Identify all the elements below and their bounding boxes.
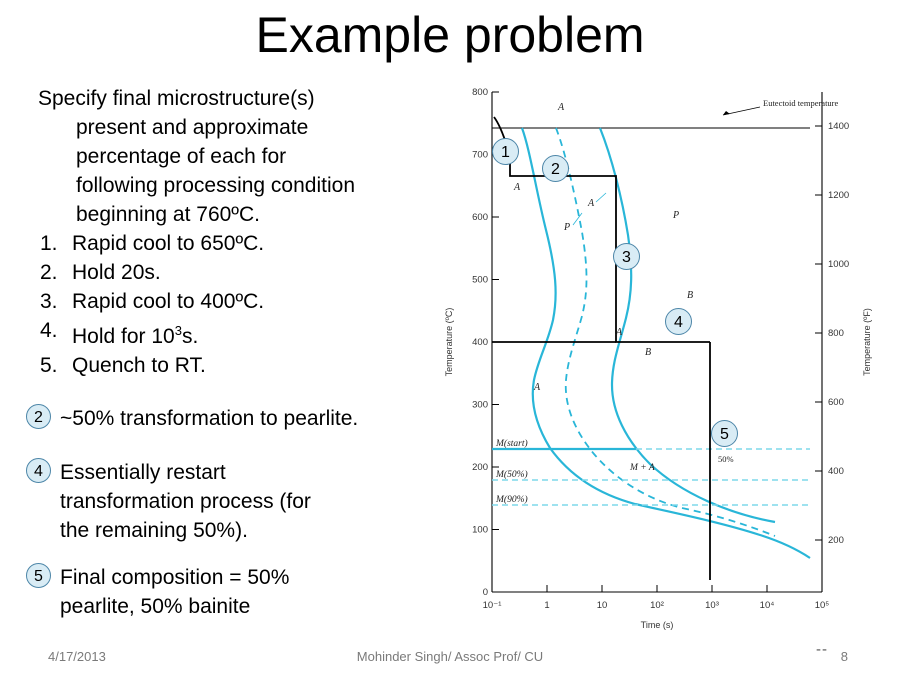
region-label-P-curve: P xyxy=(564,222,571,233)
y2tick-800: 800 xyxy=(828,328,844,339)
step-number: 4. xyxy=(40,319,58,342)
y2tick-1000: 1000 xyxy=(828,259,850,270)
m-90-label: M(90%) xyxy=(496,495,528,505)
intro-line-3: percentage of each for xyxy=(76,145,287,168)
xtick-1: 1 xyxy=(544,600,550,611)
annotation-eutectoid: Eutectoid temperature xyxy=(763,98,839,108)
m-start-label: M(start) xyxy=(496,439,528,449)
intro-paragraph xyxy=(38,84,438,229)
xtick-4: 10³ xyxy=(705,600,719,611)
left-text-column xyxy=(38,84,438,380)
intro-line-2: present and approximate xyxy=(76,116,309,139)
region-label-M-plus-A: M + A xyxy=(630,463,655,473)
intro-line-5: beginning at 760ºC. xyxy=(76,203,260,226)
step-text: Hold 20s. xyxy=(72,261,161,284)
chart-marker-2: 2 xyxy=(542,155,569,182)
step-text: Rapid cool to 400ºC. xyxy=(72,290,265,313)
chart-marker-1: 1 xyxy=(492,138,519,165)
ytick-400: 400 xyxy=(472,337,488,348)
page-title: Example problem xyxy=(255,7,645,63)
y2tick-200: 200 xyxy=(828,535,844,546)
step-text-tail: s. xyxy=(181,325,199,348)
y2tick-1400: 1400 xyxy=(828,121,850,132)
y2-axis-label: Temperature (ºF) xyxy=(862,308,872,376)
x-axis-label: Time (s) xyxy=(640,620,674,630)
chart-marker-3: 3 xyxy=(613,243,640,270)
note-4-text xyxy=(60,458,426,545)
ytick-200: 200 xyxy=(472,462,488,473)
region-label-B-lower: B xyxy=(645,347,652,358)
m-50-label: M(50%) xyxy=(496,470,528,480)
note-5-line-2: pearlite, 50% bainite xyxy=(60,595,251,618)
ytick-800: 800 xyxy=(472,87,488,98)
note-2-line-1: ~50% transformation to pearlite. xyxy=(60,407,359,430)
step-text: Hold for 10 xyxy=(72,325,175,348)
footer-page-number: 8 xyxy=(840,649,848,664)
step-number: 2. xyxy=(40,261,58,284)
circle-marker-2: 2 xyxy=(26,404,51,429)
region-label-A-mid: A xyxy=(616,327,623,338)
note-4-line-3: the remaining 50%). xyxy=(60,519,248,542)
ytick-500: 500 xyxy=(472,274,488,286)
annotation-50pct: 50% xyxy=(718,454,734,464)
slide-footer xyxy=(0,641,900,669)
region-label-A-top: A xyxy=(558,102,565,113)
step-number: 5. xyxy=(40,354,58,377)
xtick-5: 10⁴ xyxy=(759,600,775,611)
note-4-line-1: Essentially restart xyxy=(60,461,226,484)
step-number: 3. xyxy=(40,290,58,313)
y2tick-600: 600 xyxy=(828,397,844,408)
step-exponent: 3 xyxy=(174,323,182,338)
footer-author: Mohinder Singh/ Assoc Prof/ CU xyxy=(356,649,544,664)
y2tick-400: 400 xyxy=(828,466,844,477)
ytick-100: 100 xyxy=(472,524,488,536)
region-label-P-right: P xyxy=(673,210,680,221)
circle-marker-4: 4 xyxy=(26,458,51,483)
region-label-A-curve: A xyxy=(588,198,595,209)
xtick-6: 10⁵ xyxy=(814,600,830,611)
y-axis-label: Temperature (ºC) xyxy=(444,307,454,377)
chart-marker-5: 5 xyxy=(711,420,738,447)
list-item xyxy=(38,258,438,287)
region-label-B-right: B xyxy=(687,290,694,301)
step-text: Quench to RT. xyxy=(72,354,206,377)
xtick-2: 10 xyxy=(596,600,608,611)
intro-line-1: Specify final microstructure(s) xyxy=(38,87,315,110)
intro-line-4: following processing condition xyxy=(76,174,355,197)
ytick-300: 300 xyxy=(472,399,488,411)
region-label-A-left: A xyxy=(514,182,521,193)
xtick-0: 10⁻¹ xyxy=(482,600,502,611)
list-item xyxy=(38,351,438,380)
xtick-3: 10² xyxy=(650,600,664,611)
list-item xyxy=(38,316,438,351)
processing-steps-list xyxy=(38,229,438,380)
note-4-line-2: transformation process (for xyxy=(60,490,311,513)
note-4 xyxy=(26,458,426,545)
step-text: Rapid cool to 650ºC. xyxy=(72,232,265,255)
note-5-text xyxy=(60,563,426,621)
list-item xyxy=(38,229,438,258)
ttt-diagram-svg xyxy=(430,80,890,640)
ttt-diagram xyxy=(430,80,890,640)
y2tick-1200: 1200 xyxy=(828,190,850,201)
ytick-600: 600 xyxy=(472,212,488,223)
ytick-700: 700 xyxy=(472,149,488,161)
ytick-0: 0 xyxy=(482,587,488,598)
region-label-A-lower: A xyxy=(534,382,541,393)
note-5 xyxy=(26,563,426,621)
circle-marker-5: 5 xyxy=(26,563,51,588)
footer-dashes: -- xyxy=(816,641,828,658)
step-number: 1. xyxy=(40,232,58,255)
note-2 xyxy=(26,404,436,433)
footer-date: 4/17/2013 xyxy=(48,649,106,664)
chart-marker-4: 4 xyxy=(665,308,692,335)
list-item xyxy=(38,287,438,316)
note-5-line-1: Final composition = 50% xyxy=(60,566,290,589)
